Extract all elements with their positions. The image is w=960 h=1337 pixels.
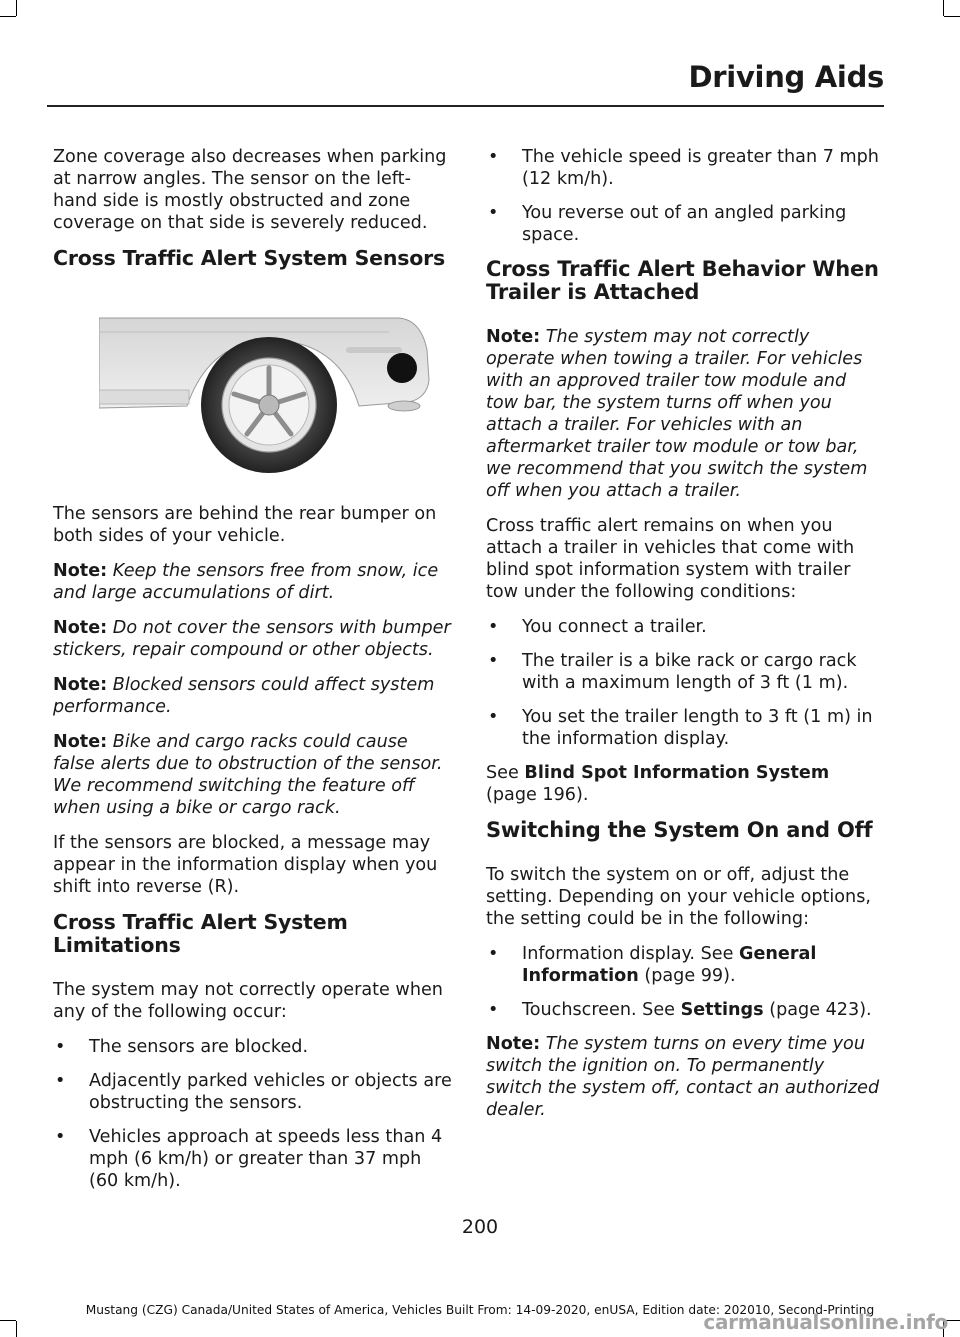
list-item-prefix: Information display. See [522,944,739,964]
bullet-glyph: • [488,203,499,223]
list-item-text: Vehicles approach at speeds less than 4 mph (6 km/h) or greater than 37 mph (60 km/h). [89,1127,443,1191]
bullet-glyph: • [55,1037,66,1057]
header-divider [47,105,884,107]
crop-mark [944,16,960,17]
paragraph: To switch the system on or off, adjust the setting. Depending on your vehicle options, the setting could be in the following: [486,865,871,929]
note [53,617,453,661]
section-heading: Cross Traffic Alert System Limitations [53,910,348,957]
watermark: carmanualsonline.info [703,1310,948,1334]
bullet-glyph: • [488,1000,499,1020]
list-item-text: You reverse out of an angled parking space. [522,203,847,245]
paragraph: Cross traffic alert remains on when you attach a trailer in vehicles that come with blind spot information system with trailer tow under the following conditions: [486,516,855,602]
list-item-suffix: (page 99). [638,966,736,986]
paragraph: Zone coverage also decreases when parking at narrow angles. The sensor on the left-hand side is mostly obstructed and zone coverage on that side is severely reduced. [53,147,447,233]
bullet-glyph: • [55,1127,66,1147]
list-item [53,1036,453,1058]
list-item-text: The vehicle speed is greater than 7 mph (12 km/h). [522,147,879,189]
note-text: The system may not correctly operate when towing a trailer. For vehicles with an approved trailer tow module and tow bar, the system turns off when you attach a trailer. For vehicles with an aftermarket trailer tow module or tow bar, we recommend that you switch the system off when you attach a trailer. [486,327,868,501]
cross-reference [486,762,882,806]
crop-mark [0,1320,16,1321]
list-item-prefix: Touchscreen. See [522,1000,681,1020]
list-item [486,616,882,638]
right-column [486,146,882,1134]
cross-reference-link[interactable]: Blind Spot Information System [524,763,830,783]
left-column [53,146,453,1204]
note-text: Keep the sensors free from snow, ice and large accumulations of dirt. [53,561,439,603]
list-item-text: The trailer is a bike rack or cargo rack with a maximum length of 3 ft (1 m). [522,651,857,693]
note-label: Note: [486,1034,541,1054]
note [53,674,453,718]
list-item [486,943,882,987]
cross-reference-suffix: (page 196). [486,785,589,805]
paragraph: If the sensors are blocked, a message may appear in the information display when you shift into reverse (R). [53,833,438,897]
list-item-text: You connect a trailer. [522,617,707,637]
cross-reference-prefix: See [486,763,525,783]
bullet-glyph: • [488,651,499,671]
list-item-suffix: (page 423). [763,1000,872,1020]
page-title: Driving Aids [688,60,884,94]
bullet-glyph: • [488,147,499,167]
list-item [486,650,882,694]
list-item [486,146,882,190]
note [486,326,882,502]
section-heading: Cross Traffic Alert Behavior When Trailer is Attached [486,257,879,304]
list-item-text: Adjacently parked vehicles or objects are obstructing the sensors. [89,1071,452,1113]
list-item-text: The sensors are blocked. [89,1037,309,1057]
note-label: Note: [53,561,108,581]
cross-reference-link[interactable]: Settings [680,1000,764,1020]
list-item [486,202,882,246]
note-label: Note: [486,327,541,347]
list-item [486,999,882,1021]
note-text: Do not cover the sensors with bumper stickers, repair compound or other objects. [53,618,451,660]
list-item-text: You set the trailer length to 3 ft (1 m) in the information display. [522,707,873,749]
rear-bumper-sensor-illustration [99,310,439,475]
bullet-glyph: • [488,617,499,637]
note [486,1033,882,1121]
note [53,731,453,819]
note-label: Note: [53,675,108,695]
list-item [53,1070,453,1114]
cross-reference-link[interactable]: General Information [522,944,817,986]
list-item [486,706,882,750]
note-text: Blocked sensors could affect system performance. [53,675,435,717]
paragraph: The system may not correctly operate when any of the following occur: [53,980,443,1022]
crop-mark [943,0,944,16]
page-number: 200 [461,1216,499,1238]
section-heading: Cross Traffic Alert System Sensors [53,246,446,270]
note-text: Bike and cargo racks could cause false alerts due to obstruction of the sensor. We recommend switching the feature off when using a bike or cargo rack. [53,732,443,818]
list-item [53,1126,453,1192]
crop-mark [0,16,16,17]
section-heading: Switching the System On and Off [486,818,873,842]
note-text: The system turns on every time you switch the ignition on. To permanently switch the system off, contact an authorized dealer. [486,1034,880,1120]
crop-mark [16,1321,17,1337]
note [53,560,453,604]
note-label: Note: [53,732,108,752]
crop-mark [16,0,17,16]
paragraph: The sensors are behind the rear bumper on both sides of your vehicle. [53,504,437,546]
footer-text: Mustang (CZG) Canada/United States of America, Vehicles Built From: 14-09-2020, enUSA, Edition date: 202010, Second-Printing [85,1303,875,1317]
bullet-glyph: • [488,944,499,964]
bullet-glyph: • [488,707,499,727]
note-label: Note: [53,618,108,638]
bullet-glyph: • [55,1071,66,1091]
